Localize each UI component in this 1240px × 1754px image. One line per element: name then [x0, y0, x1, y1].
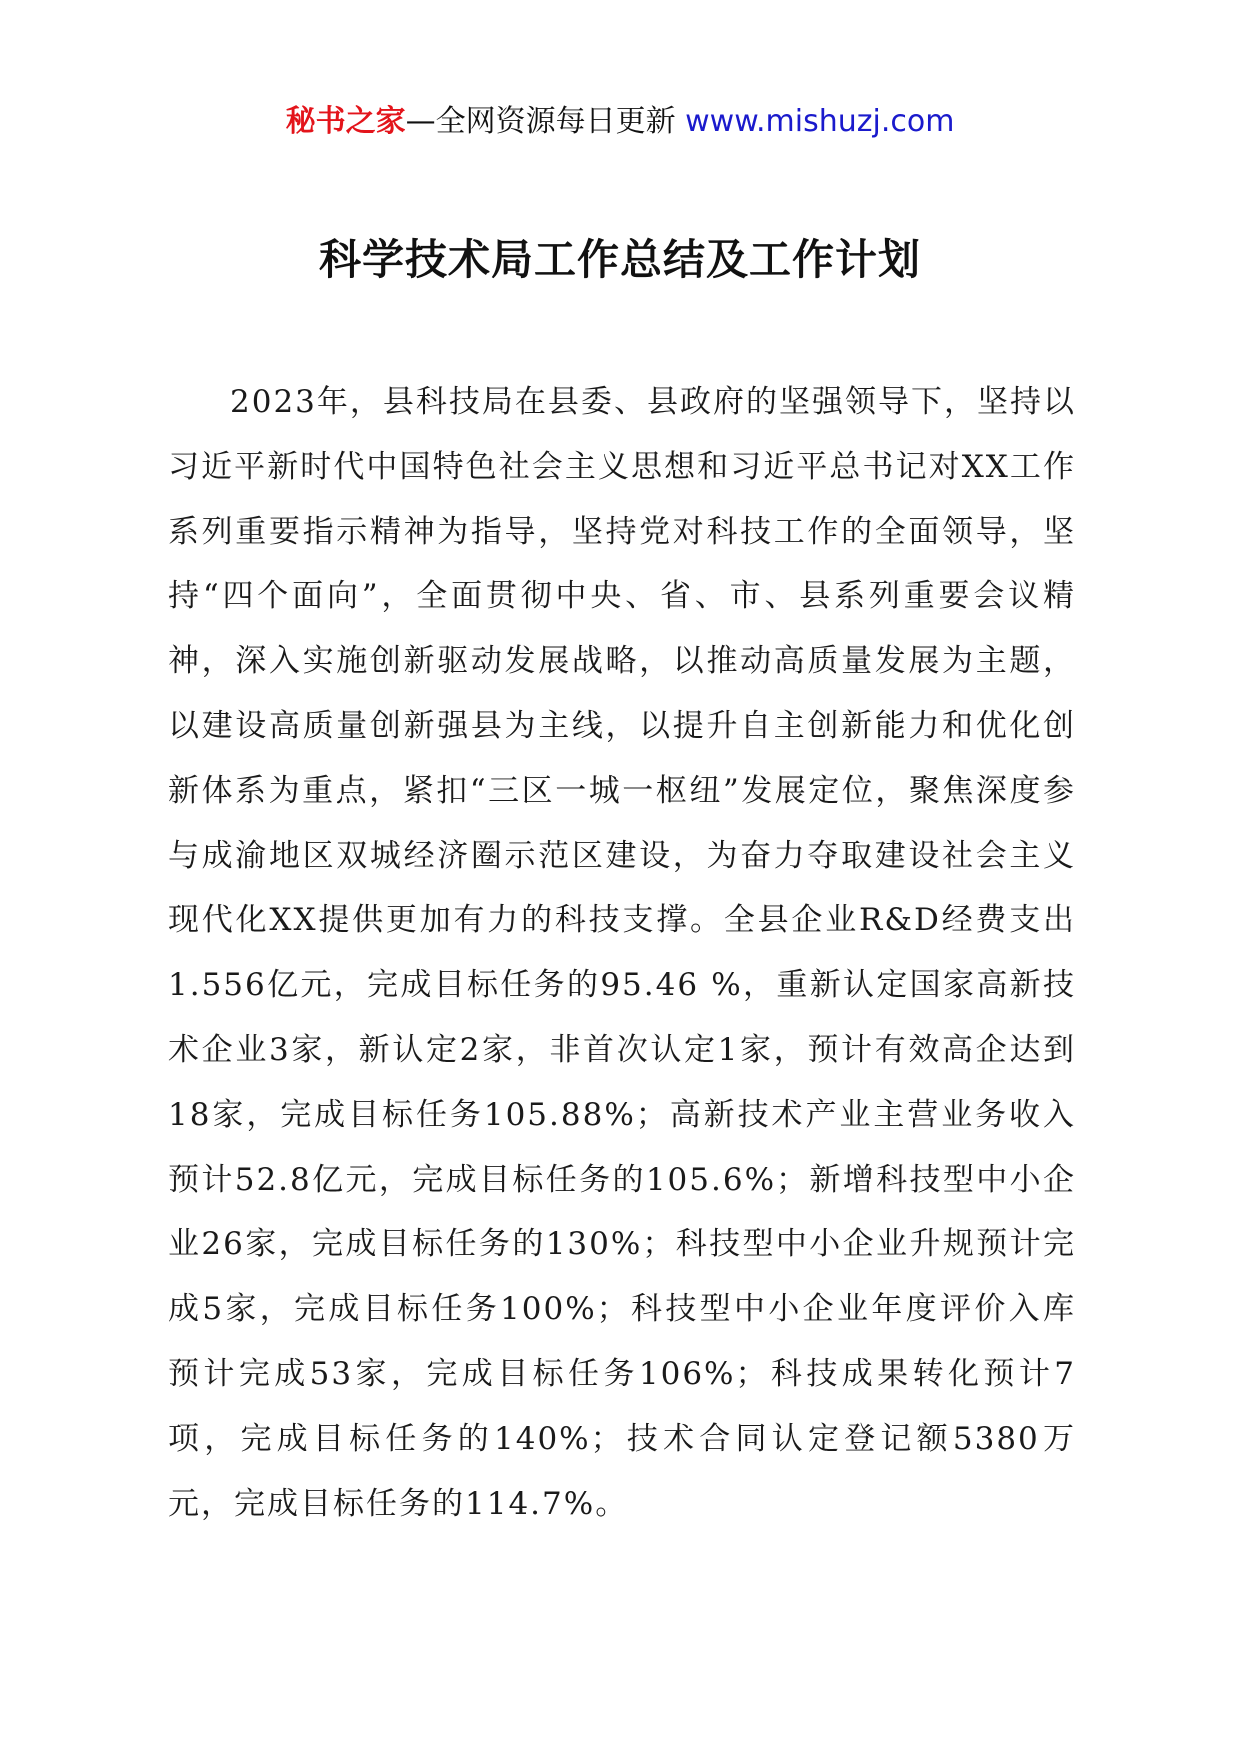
site-url-link[interactable]: www.mishuzj.com	[685, 104, 955, 139]
document-title: 科学技术局工作总结及工作计划	[318, 235, 921, 284]
site-header	[0, 100, 1240, 144]
site-brand: 秘书之家	[285, 104, 406, 139]
body-paragraph: 2023年，县科技局在县委、县政府的坚强领导下，坚持以习近平新时代中国特色社会主义思想和习近平总书记对XX工作系列重要指示精神为指导，坚持党对科技工作的全面领导，坚持“四个面向”，全面贯彻中央、省、市、县系列重要会议精神，深入实施创新驱动发展战略，以推动高质量发展为主题，以建设高质量创新强县为主线，以提升自主创新能力和优化创新体系为重点，紧扣“三区一城一枢纽”发展定位，聚焦深度参与成渝地区双城经济圈示范区建设，为奋力夺取建设社会主义现代化XX提供更加有力的科技支撑。全县企业R&D经费支出1.556亿元，完成目标任务的95.46 %，重新认定国家高新技术企业3家，新认定2家，非首次认定1家，预计有效高企达到18家，完成目标任务105.88%；高新技术产业主营业务收入预计52.8亿元，完成目标任务的105.6%；新增科技型中小企业26家，完成目标任务的130%；科技型中小企业升规预计完成5家，完成目标任务100%；科技型中小企业年度评价入库预计完成53家，完成目标任务106%；科技成果转化预计7项，完成目标任务的140%；技术合同认定登记额5380万元，完成目标任务的114.7%。	[168, 384, 1076, 1522]
site-tagline: —全网资源每日更新	[405, 104, 676, 139]
